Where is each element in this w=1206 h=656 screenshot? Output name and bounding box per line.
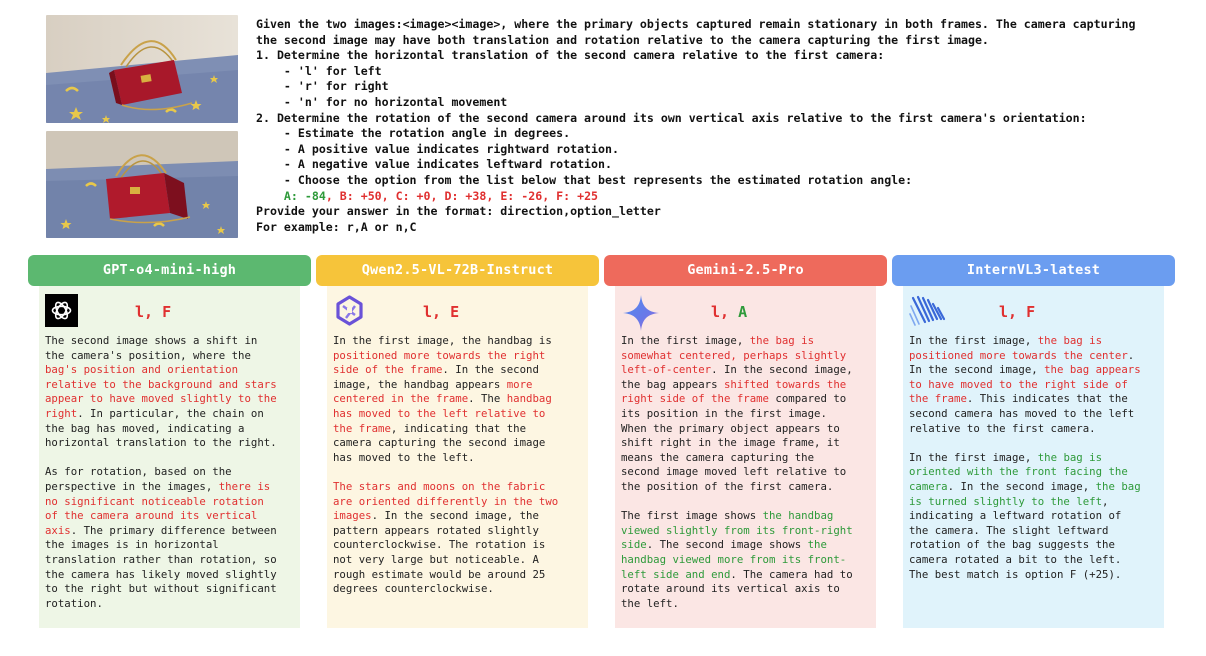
response-segment: As for rotation, based on the perspective in the images, (45, 465, 232, 493)
prompt-line: - A negative value indicates leftward rotation. (256, 157, 612, 172)
prompt-line: Given the two images:<image><image>, where the primary objects captured remain stationary in both frames. The camera capturing (256, 17, 1136, 31)
response-segment: . In the second image, (947, 479, 1096, 493)
response-segment: , indicating a leftward rotation of the camera. The slight leftward rotation of the bag suggests the camera rotated a bit to the left. The best match is option F (+25). (909, 494, 1122, 581)
correct-option: A: -84 (283, 188, 326, 203)
response-segment: bag's position and orientation relative to the background and stars appear to have moved slightly to the right (45, 363, 277, 420)
response-segment: shifted towards the right side of the frame (621, 377, 847, 406)
model-answer (423, 303, 459, 321)
prompt-line: 1. Determine the horizontal translation of the second camera relative to the first camera: (256, 48, 885, 63)
prompt-line: 2. Determine the rotation of the second camera around its own vertical axis relative to the first camera's orientation: (256, 110, 1087, 125)
prompt-line: the second image may have both translation and rotation relative to the camera capturing the first image. (256, 32, 989, 47)
response-segment: the bag is oriented with the front facing the camera (909, 450, 1128, 493)
response-segment: the handbag viewed slightly from its front-right side (621, 509, 853, 552)
model-column-internvl (892, 255, 1175, 581)
response-segment: . In the second image, (909, 348, 1135, 377)
response-segment: compared to its position in the first image. When the primary object appears to shift right in the image frame, it means the camera capturing the second image moved left relative to the position of the first camera. (621, 392, 847, 493)
response-segment: . The camera had to rotate around its vertical axis to the left. (621, 567, 853, 610)
response-segment: . The (468, 392, 507, 406)
model-answer (135, 303, 171, 321)
response-segment: In the first image, (909, 450, 1038, 464)
response-segment: . In the second image, the handbag appears (333, 363, 539, 391)
response-segment: the handbag viewed more from its front- left side and end (621, 538, 847, 581)
response-paragraph (333, 480, 582, 597)
response-panel (39, 286, 300, 628)
answer-direction: l (999, 303, 1009, 321)
response-segment: . The primary difference between the images is in horizontal translation rather than rotation, so the camera has likely moved slightly to the right but without significant rotation. (45, 523, 277, 610)
response-panel (327, 286, 588, 628)
model-header: InternVL3-latest (892, 255, 1175, 286)
response-segment: In the first image, (909, 334, 1038, 347)
response-segment: there is no significant noticeable rotation of the camera around its vertical axis (45, 479, 271, 537)
answer-separator: , (1008, 303, 1027, 321)
model-header: GPT-o4-mini-high (28, 255, 311, 286)
model-answer (711, 303, 747, 321)
response-segment: . The second image shows (646, 538, 808, 552)
model-column-qwen (316, 255, 599, 596)
answer-option: F (162, 303, 172, 321)
answer-direction: l (711, 303, 721, 321)
prompt-line: - Choose the option from the list below that best represents the estimated rotation angle: (256, 172, 913, 187)
answer-option: A (738, 303, 748, 321)
response-segment: In the first image, the handbag is (333, 334, 552, 347)
prompt-line: - 'n' for no horizontal movement (256, 94, 508, 109)
response-segment: the bag is somewhat centered, perhaps slightly left-of-center (621, 334, 847, 377)
response-segment: The second image shows a shift in the camera's position, where the (45, 334, 258, 362)
response-segment: the bag is positioned more towards the center (909, 334, 1128, 362)
response-segment: more centered in the frame (333, 377, 533, 406)
qwen-logo-icon (333, 294, 366, 327)
answer-separator: , (144, 303, 163, 321)
other-options: , B: +50, C: +0, D: +38, E: -26, F: +25 (325, 188, 599, 203)
response-segment: The stars and moons on the fabric are oriented differently in the two images (333, 479, 559, 523)
response-paragraph (621, 509, 870, 611)
response-paragraph (45, 334, 294, 451)
openai-logo-icon (45, 294, 78, 327)
response-paragraph (333, 334, 582, 465)
response-segment: , indicating that the camera capturing the second image has moved to the left. (333, 421, 546, 464)
response-segment: handbag has moved to the left relative to the frame (333, 392, 552, 435)
prompt-line: - 'r' for right (256, 79, 389, 94)
answer-direction: l (423, 303, 433, 321)
input-image-1 (46, 15, 238, 123)
response-segment: . In particular, the chain on the bag has moved, indicating a horizontal translation to the right. (45, 406, 277, 450)
response-segment: . In the second image, the pattern appears rotated slightly counterclockwise. The rotation is not very large but noticeable. A rough estimate would be around 25 degrees counterclockwise. (333, 509, 546, 596)
prompt-line: Provide your answer in the format: direction,option_letter (256, 204, 661, 219)
gemini-sparkle-icon (621, 294, 654, 327)
response-segment: . In the second image, the bag appears (621, 363, 853, 391)
answer-separator: , (720, 303, 739, 321)
response-text (333, 334, 582, 597)
response-paragraph (621, 334, 870, 495)
response-segment: the bag appears to have moved to the right side of the frame (909, 363, 1141, 406)
question-prompt (256, 17, 1186, 235)
prompt-line: - 'l' for left (256, 63, 382, 78)
response-text (909, 334, 1158, 582)
model-column-gemini (604, 255, 887, 610)
response-text (621, 334, 870, 611)
input-image-2 (46, 131, 238, 238)
response-paragraph (909, 451, 1158, 582)
response-text (45, 334, 294, 611)
response-segment: . This indicates that the second camera has moved to the left relative to the first camera. (909, 392, 1135, 435)
internvl-logo-icon (909, 294, 942, 327)
prompt-line: - A positive value indicates rightward rotation. (256, 141, 619, 156)
response-segment: The first image shows (621, 509, 763, 523)
model-header: Gemini-2.5-Pro (604, 255, 887, 286)
model-answer (999, 303, 1035, 321)
answer-separator: , (432, 303, 451, 321)
model-header: Qwen2.5-VL-72B-Instruct (316, 255, 599, 286)
response-segment: In the first image, (621, 334, 750, 347)
response-paragraph (45, 465, 294, 611)
response-segment: the bag is turned slightly to the left (909, 479, 1141, 508)
answer-option: E (450, 303, 460, 321)
options-indent (256, 189, 284, 203)
answer-option: F (1026, 303, 1036, 321)
model-column-gpt (28, 255, 311, 610)
prompt-line: - Estimate the rotation angle in degrees. (256, 126, 571, 141)
response-segment: positioned more towards the right side of the frame (333, 348, 546, 377)
response-panel (615, 286, 876, 628)
answer-direction: l (135, 303, 145, 321)
prompt-line: For example: r,A or n,C (256, 219, 417, 234)
response-panel (903, 286, 1164, 628)
response-paragraph (909, 334, 1158, 436)
